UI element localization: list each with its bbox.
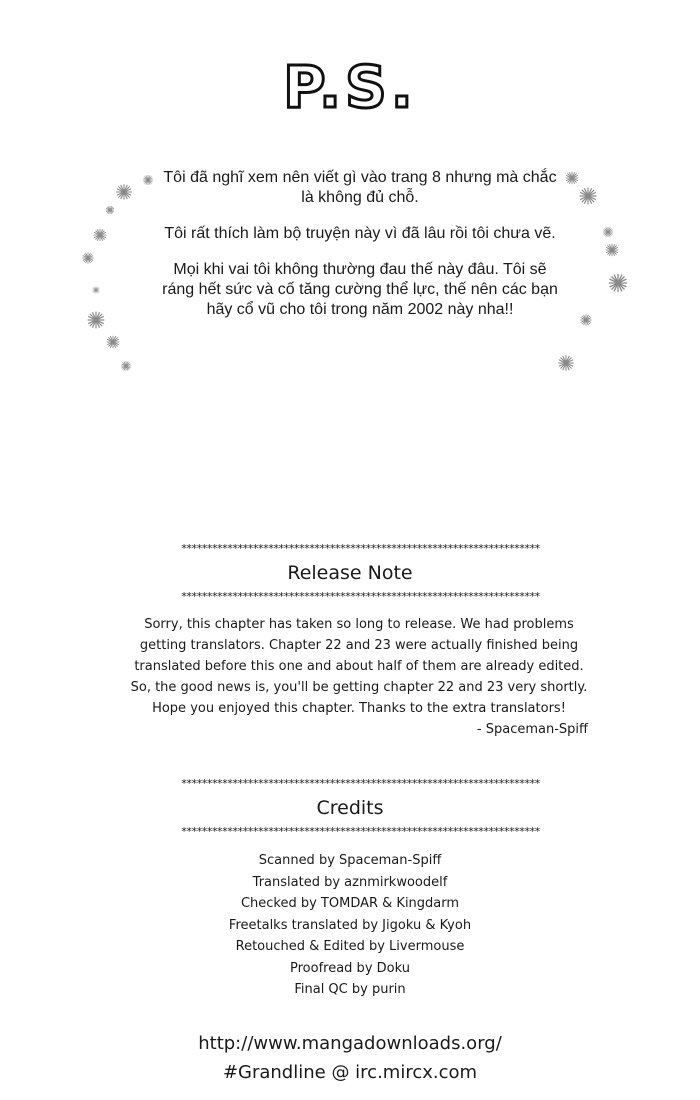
release-note-heading: Release Note (287, 562, 413, 584)
sparkle-icon (82, 252, 93, 263)
credits-heading: Credits (316, 797, 384, 819)
ps-title: P.S. (283, 53, 417, 121)
sparkle-icon (106, 206, 114, 214)
sparkle-icon (580, 314, 591, 325)
sparkle-icon (94, 229, 107, 242)
sparkle-icon (580, 188, 597, 205)
sparkle-icon (558, 355, 573, 370)
sparkle-icon (107, 336, 120, 349)
asterisk-separator: ********************************************************************** (180, 591, 540, 603)
asterisk-separator: ********************************************************************** (180, 543, 540, 555)
credit-line: Freetalks translated by Jigoku & Kyoh (228, 917, 472, 933)
ps-paragraph: Mọi khi vai tôi không thường đau thế này đâu. Tôi sẽ ráng hết sức và cố tăng cường thể lực, thế nên các bạn hãy cổ vũ cho tôi trong năm 2002 này nha!! (162, 261, 558, 318)
credit-line: Translated by aznmirkwoodelf (252, 874, 448, 890)
credit-line: Retouched & Edited by Livermouse (235, 939, 465, 954)
website-url: http://www.mangadownloads.org/ (198, 1033, 502, 1054)
sparkle-icon (88, 312, 105, 329)
sparkle-icon (566, 172, 579, 185)
sparkle-icon (93, 287, 100, 294)
sparkle-icon (606, 244, 619, 257)
release-note-text: Sorry, this chapter has taken so long to release. We had problems getting translators. Chapter 22 and 23 were actually finished being translated before this one and about half of them are already edited. So, the good news is, you'll be getting chapter 22 and 23 very shortly. Hope you enjoyed this chapter. Thanks to the extra translators! (130, 617, 588, 716)
credit-line: Scanned by Spaceman-Spiff (258, 853, 442, 868)
sparkle-icon (143, 175, 153, 185)
credits-list (0, 850, 700, 1001)
ps-paragraph: Tôi đã nghĩ xem nên viết gì vào trang 8 nhưng mà chắc là không đủ chỗ. (163, 169, 557, 206)
ps-paragraph: Tôi rất thích làm bộ truyện này vì đã lâu rồi tôi chưa vẽ. (164, 225, 556, 242)
sparkle-icon (603, 227, 613, 237)
ps-body (160, 168, 560, 336)
credit-line: Final QC by purin (294, 982, 406, 997)
sparkle-icon (609, 274, 627, 292)
credit-line: Checked by TOMDAR & Kingdarm (240, 896, 460, 911)
irc-channel: #Grandline @ irc.mircx.com (222, 1062, 478, 1083)
asterisk-separator: ********************************************************************** (180, 778, 540, 790)
sparkle-icon (121, 361, 131, 371)
credit-line: Proofread by Doku (290, 960, 410, 976)
release-signature: - Spaceman-Spiff (476, 722, 588, 737)
sparkle-icon (116, 184, 131, 199)
asterisk-separator: ********************************************************************** (180, 826, 540, 838)
